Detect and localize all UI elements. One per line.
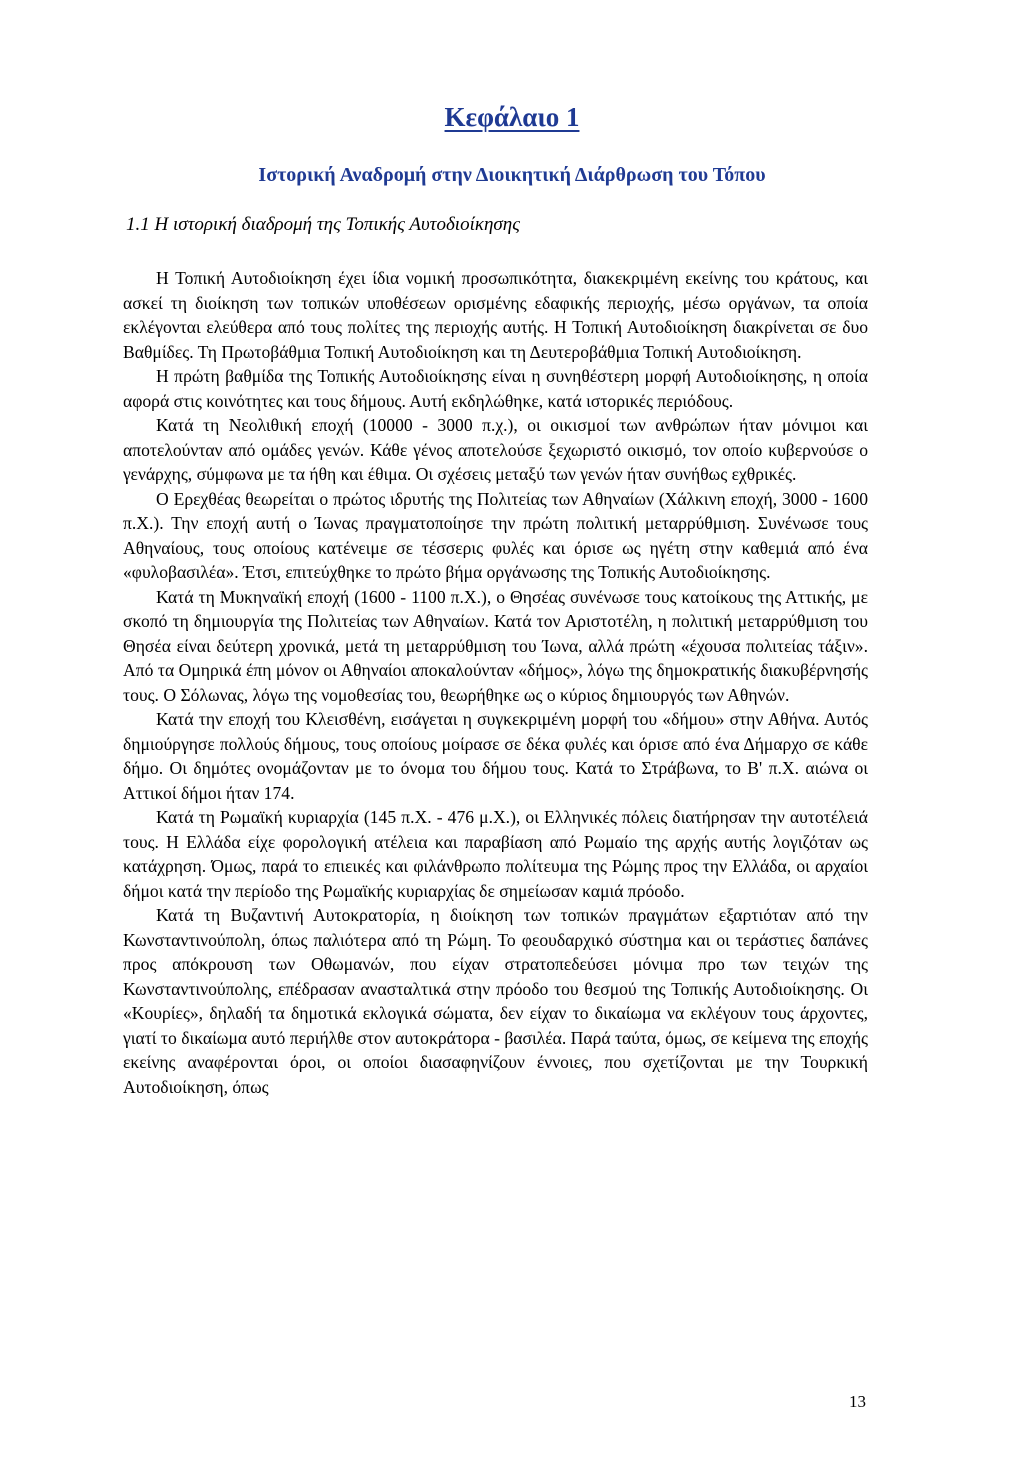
chapter-title: Κεφάλαιο 1	[444, 102, 580, 132]
paragraph: Κατά τη Νεολιθική εποχή (10000 - 3000 π.χ.), οι οικισμοί των ανθρώπων ήταν μόνιμοι και αποτελούνταν από ομάδες γενών. Κάθε γένος αποτελούσε ξεχωριστό οικισμό, τον οποίο κυβερνούσε ο γενάρχης, σύμφωνα με τα ήθη και έθιμα. Οι σχέσεις μεταξύ των γενών ήταν συνήθως εχθρικές.	[123, 415, 868, 484]
paragraph: Κατά τη Ρωμαϊκή κυριαρχία (145 π.Χ. - 476 μ.Χ.), οι Ελληνικές πόλεις διατήρησαν την αυτοτέλειά τους. Η Ελλάδα είχε φορολογική ατέλεια και παραβίαση από Ρωμαίο της αρχής αυτής λογιζόταν ως κατάχρηση. Όμως, παρά το επιεικές και φιλάνθρωπο πολίτευμα της Ρώμης προς την Ελλάδα, οι αρχαίοι δήμοι κατά την περίοδο της Ρωμαϊκής κυριαρχίας δε σημείωσαν καμιά πρόοδο.	[123, 807, 868, 901]
chapter-subtitle: Ιστορική Αναδρομή στην Διοικητική Διάρθρωση του Τόπου	[258, 164, 766, 186]
paragraph: Κατά τη Βυζαντινή Αυτοκρατορία, η διοίκηση των τοπικών πραγμάτων εξαρτιόταν από την Κωνσταντινούπολη, όπως παλιότερα από τη Ρώμη. Το φεουδαρχικό σύστημα και οι τεράστιες δαπάνες προς απόκρουση των Οθωμανών, που είχαν στρατοπεδεύσει μόνιμα προ των τειχών της Κωνσταντινούπολης, επέδρασαν ανασταλτικά στην πρόοδο του θεσμού της Τοπικής Αυτοδιοίκησης. Οι «Κουρίες», δηλαδή τα δημοτικά εκλογικά σώματα, δεν είχαν το δικαίωμα να εκλέγουν τους άρχοντες, γιατί το δικαίωμα αυτό περιήλθε στον αυτοκράτορα - βασιλέα. Παρά ταύτα, όμως, σε κείμενα της εποχής εκείνης αναφέρονται όροι, οι οποίοι διασαφηνίζουν έννοιες, που σχετίζονται με την Τουρκική Αυτοδιοίκηση, όπως	[123, 905, 868, 1097]
paragraph: Κατά την εποχή του Κλεισθένη, εισάγεται η συγκεκριμένη μορφή του «δήμου» στην Αθήνα. Αυτός δημιούργησε πολλούς δήμους, τους οποίους μοίρασε σε δέκα φυλές και όρισε από ένα Δήμαρχο σε κάθε δήμο. Οι δημότες ονομάζονταν με το όνομα του δήμου τους. Κατά το Στράβωνα, το Β' π.Χ. αιώνα οι Αττικοί δήμοι ήταν 174.	[123, 709, 868, 803]
section-heading: 1.1 Η ιστορική διαδρομή της Τοπικής Αυτοδιοίκησης	[126, 214, 520, 235]
page-number: 13	[849, 1392, 866, 1411]
paragraph: Η Τοπική Αυτοδιοίκηση έχει ίδια νομική προσωπικότητα, διακεκριμένη εκείνης του κράτους, και ασκεί τη διοίκηση των τοπικών υποθέσεων ορισμένης εδαφικής περιοχής, μέσω οργάνων, τα οποία εκλέγονται ελεύθερα από τους πολίτες της περιοχής αυτής. Η Τοπική Αυτοδιοίκηση διακρίνεται σε δυο Βαθμίδες. Τη Πρωτοβάθμια Τοπική Αυτοδιοίκηση και τη Δευτεροβάθμια Τοπική Αυτοδιοίκηση.	[123, 268, 868, 362]
paragraph: Κατά τη Μυκηναϊκή εποχή (1600 - 1100 π.Χ.), ο Θησέας συνένωσε τους κατοίκους της Αττικής, με σκοπό τη δημιουργία της Πολιτείας των Αθηναίων. Κατά τον Αριστοτέλη, η πολιτική μεταρρύθμιση του Θησέα είναι δεύτερη χρονικά, μετά τη μεταρρύθμιση του Ίωνα, αλλά πρώτη «έχουσα πολιτείας τάξιν». Από τα Ομηρικά έπη μόνον οι Αθηναίοι αποκαλούνταν «δήμος», λόγω της δημοκρατικής διακυβέρνησής τους. Ο Σόλωνας, λόγω της νομοθεσίας του, θεωρήθηκε ως ο κύριος δημιουργός των Αθηνών.	[123, 586, 868, 705]
paragraph: Η πρώτη βαθμίδα της Τοπικής Αυτοδιοίκησης είναι η συνηθέστερη μορφή Αυτοδιοίκησης, η οποία αφορά στις κοινότητες και τους δήμους. Αυτή εκδηλώθηκε, κατά ιστορικές περιόδους.	[123, 366, 868, 411]
paragraph: Ο Ερεχθέας θεωρείται ο πρώτος ιδρυτής της Πολιτείας των Αθηναίων (Χάλκινη εποχή, 3000 - 1600 π.Χ.). Την εποχή αυτή ο Ίωνας πραγματοποίησε την πρώτη πολιτική μεταρρύθμιση. Συνένωσε τους Αθηναίους, τους οποίους κατένειμε σε τέσσερις φυλές και όρισε ως ηγέτη στην καθεμιά από ένα «φυλοβασιλέα». Έτσι, επιτεύχθηκε το πρώτο βήμα οργάνωσης της Τοπικής Αυτοδιοίκησης.	[123, 488, 868, 582]
body-text	[123, 266, 868, 1099]
